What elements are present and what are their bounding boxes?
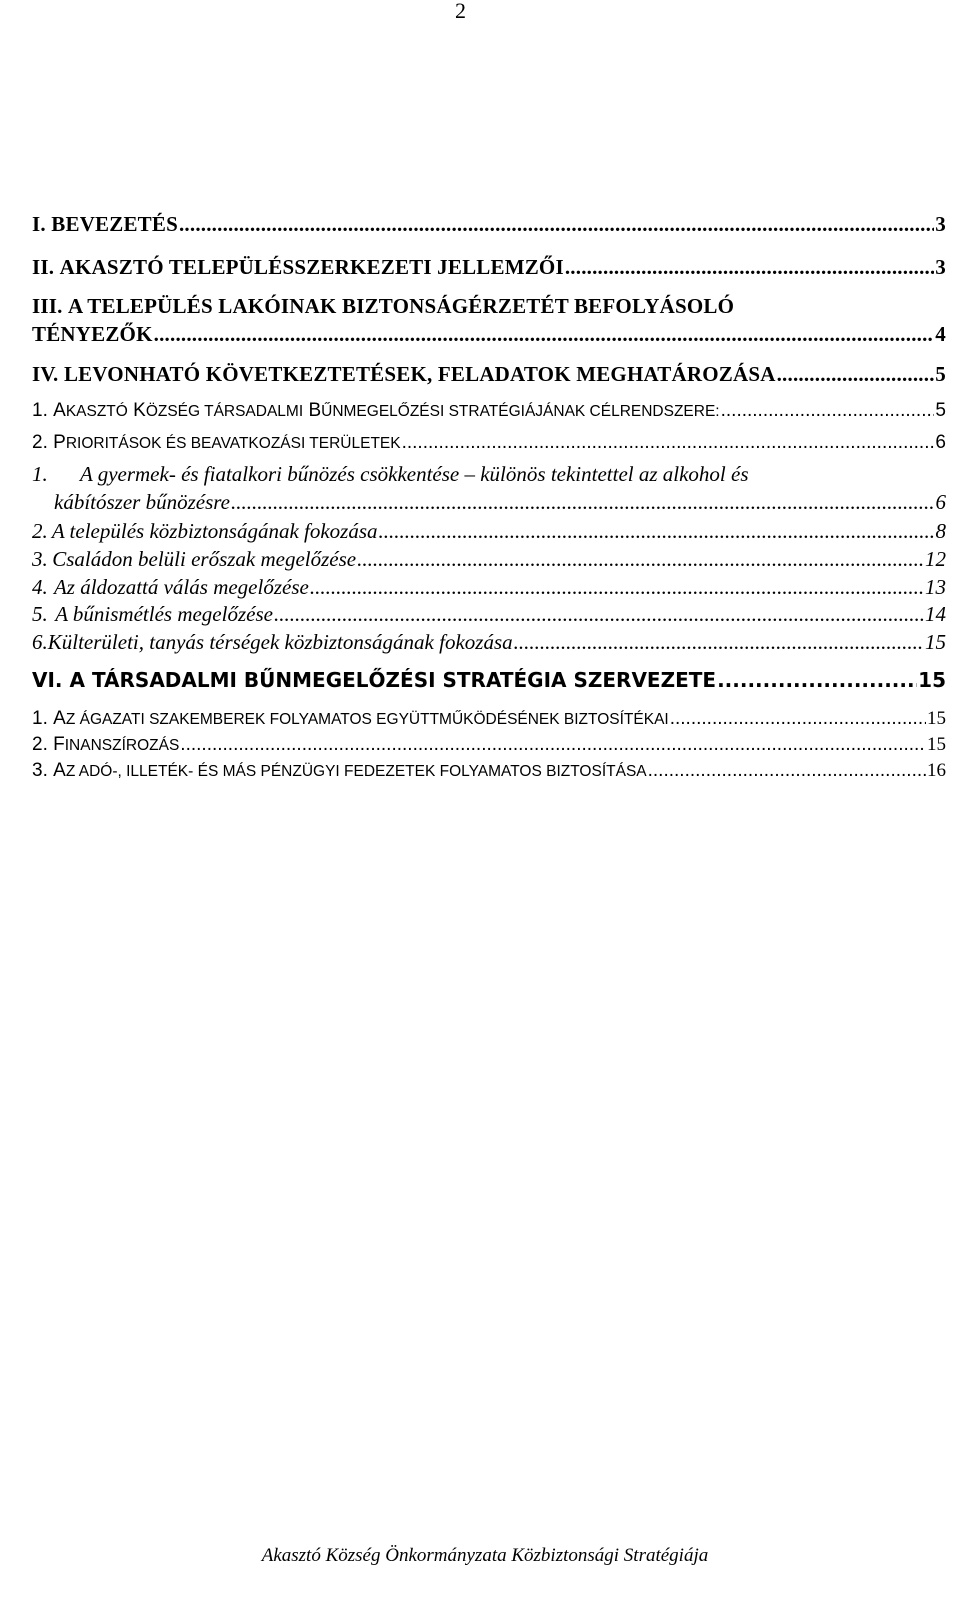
toc-entry-title: PRIORITÁSOK ÉS BEAVATKOZÁSI TERÜLETEK [53,432,401,453]
toc-entry[interactable] [32,630,946,655]
toc-entry-title: Családon belüli erőszak megelőzése [52,547,357,571]
toc-entry-page: 16 [927,760,946,781]
toc-entry-title: Az áldozattá válás megelőzése [53,575,309,599]
toc-entry[interactable] [32,255,946,280]
toc-entry-title: Külterületi, tanyás térségek közbiztonságának fokozása [47,630,513,654]
leader-dots [357,547,924,572]
toc-entry[interactable] [32,760,946,782]
toc-entry[interactable] [32,432,946,454]
toc-entry-page: 6 [935,490,946,514]
leader-dots [648,760,926,782]
toc-entry-number: III. [32,294,63,318]
toc-entry-title: A bűnismétlés megelőzése [55,602,273,626]
toc-entry-title: AKASZTÓ KÖZSÉG TÁRSADALMI BŰNMEGELŐZÉSI STRATÉGIÁJÁNAK CÉLRENDSZERE: [53,400,720,421]
leader-dots [717,668,917,692]
toc-entry-title: AZ ÁGAZATI SZAKEMBEREK FOLYAMATOS EGYÜTTMŰKÖDÉSÉNEK BIZTOSÍTÉKAI [53,708,669,729]
toc-entry[interactable] [32,575,946,600]
toc-entry-title: LEVONHATÓ KÖVETKEZTETÉSEK, FELADATOK MEGHATÁROZÁSA [63,362,776,386]
toc-entry-number: 3. [32,547,48,571]
toc-entry[interactable] [32,462,946,487]
toc-entry-number: I. [32,212,46,236]
leader-dots [231,490,935,515]
toc-entry-title: kábítószer bűnözésre [54,490,230,514]
toc-entry-number: IV. [32,362,59,386]
toc-entry-page: 15 [918,668,946,692]
toc-entry-number: 5. [32,602,48,626]
toc-entry[interactable] [32,602,946,627]
toc-entry-page: 5 [935,400,946,421]
toc-entry-number: 3. [32,760,48,781]
toc-entry-number: 1. [32,400,48,421]
toc-entry-number: 1. [32,462,48,486]
toc-entry[interactable] [32,547,946,572]
toc-entry-page: 14 [925,602,946,626]
toc-entry-number: 4. [32,575,48,599]
toc-entry-page: 6 [935,432,946,453]
leader-dots [670,708,926,730]
toc-entry-number: VI. [32,668,63,692]
toc-entry-page: 15 [925,630,946,654]
toc-entry-page: 8 [935,519,946,543]
toc-entry[interactable] [32,668,946,692]
toc-entry-number: II. [32,255,55,279]
toc-entry-title: FINANSZÍROZÁS [53,734,180,755]
toc-entry-title: A település közbiztonságának fokozása [51,519,378,543]
toc-entry[interactable] [32,362,946,387]
toc-entry-number: 2. [32,519,48,543]
leader-dots [777,362,935,387]
leader-dots [180,734,926,756]
toc-entry-title: AZ ADÓ-, ILLETÉK- ÉS MÁS PÉNZÜGYI FEDEZETEK FOLYAMATOS BIZTOSÍTÁSA [53,760,647,781]
page-footer [0,1545,960,1567]
toc-entry-title: AKASZTÓ TELEPÜLÉSSZERKEZETI JELLEMZŐI [59,255,564,279]
leader-dots [310,575,924,600]
leader-dots [402,432,935,454]
toc-entry-number: 6. [32,630,48,654]
leader-dots [379,519,935,544]
toc-entry-page: 3 [935,212,946,236]
toc-entry-number: 2. [32,734,48,755]
toc-entry-number: 2. [32,432,48,453]
toc-entry-page: 3 [935,255,946,279]
toc-entry[interactable] [32,708,946,730]
toc-entry[interactable] [32,519,946,544]
toc-entry-continuation[interactable] [32,322,946,347]
toc-entry-page: 12 [925,547,946,571]
leader-dots [154,322,935,347]
leader-dots [514,630,924,655]
toc-entry-number: 1. [32,708,48,729]
toc-entry-continuation[interactable] [54,490,946,515]
toc-entry-title: BEVEZETÉS [51,212,178,236]
leader-dots [274,602,924,627]
toc-entry[interactable] [32,294,946,319]
toc-entry[interactable] [32,400,946,422]
toc-entry-page: 15 [927,734,946,755]
leader-dots [179,212,934,237]
toc-entry-title: A TELEPÜLÉS LAKÓINAK BIZTONSÁGÉRZETÉT BEFOLYÁSOLÓ [68,294,735,318]
page-number: 2 [455,0,466,23]
leader-dots [565,255,934,280]
toc-entry-title: TÉNYEZŐK [32,322,153,346]
toc-entry-title: A gyermek- és fiatalkori bűnözés csökkentése – különös tekintettel az alkohol és [80,462,749,486]
toc-entry[interactable] [32,212,946,237]
leader-dots [721,400,935,422]
toc-entry-page: 4 [935,322,946,346]
toc-entry-title: A TÁRSADALMI BŰNMEGELŐZÉSI STRATÉGIA SZERVEZETE [69,668,717,692]
footer-text: Akasztó Község Önkormányzata Közbiztonsági Stratégiája [261,1545,709,1566]
toc-entry-page: 15 [927,708,946,729]
toc-entry-page: 13 [925,575,946,599]
toc-entry[interactable] [32,734,946,756]
toc-entry-page: 5 [935,362,946,386]
